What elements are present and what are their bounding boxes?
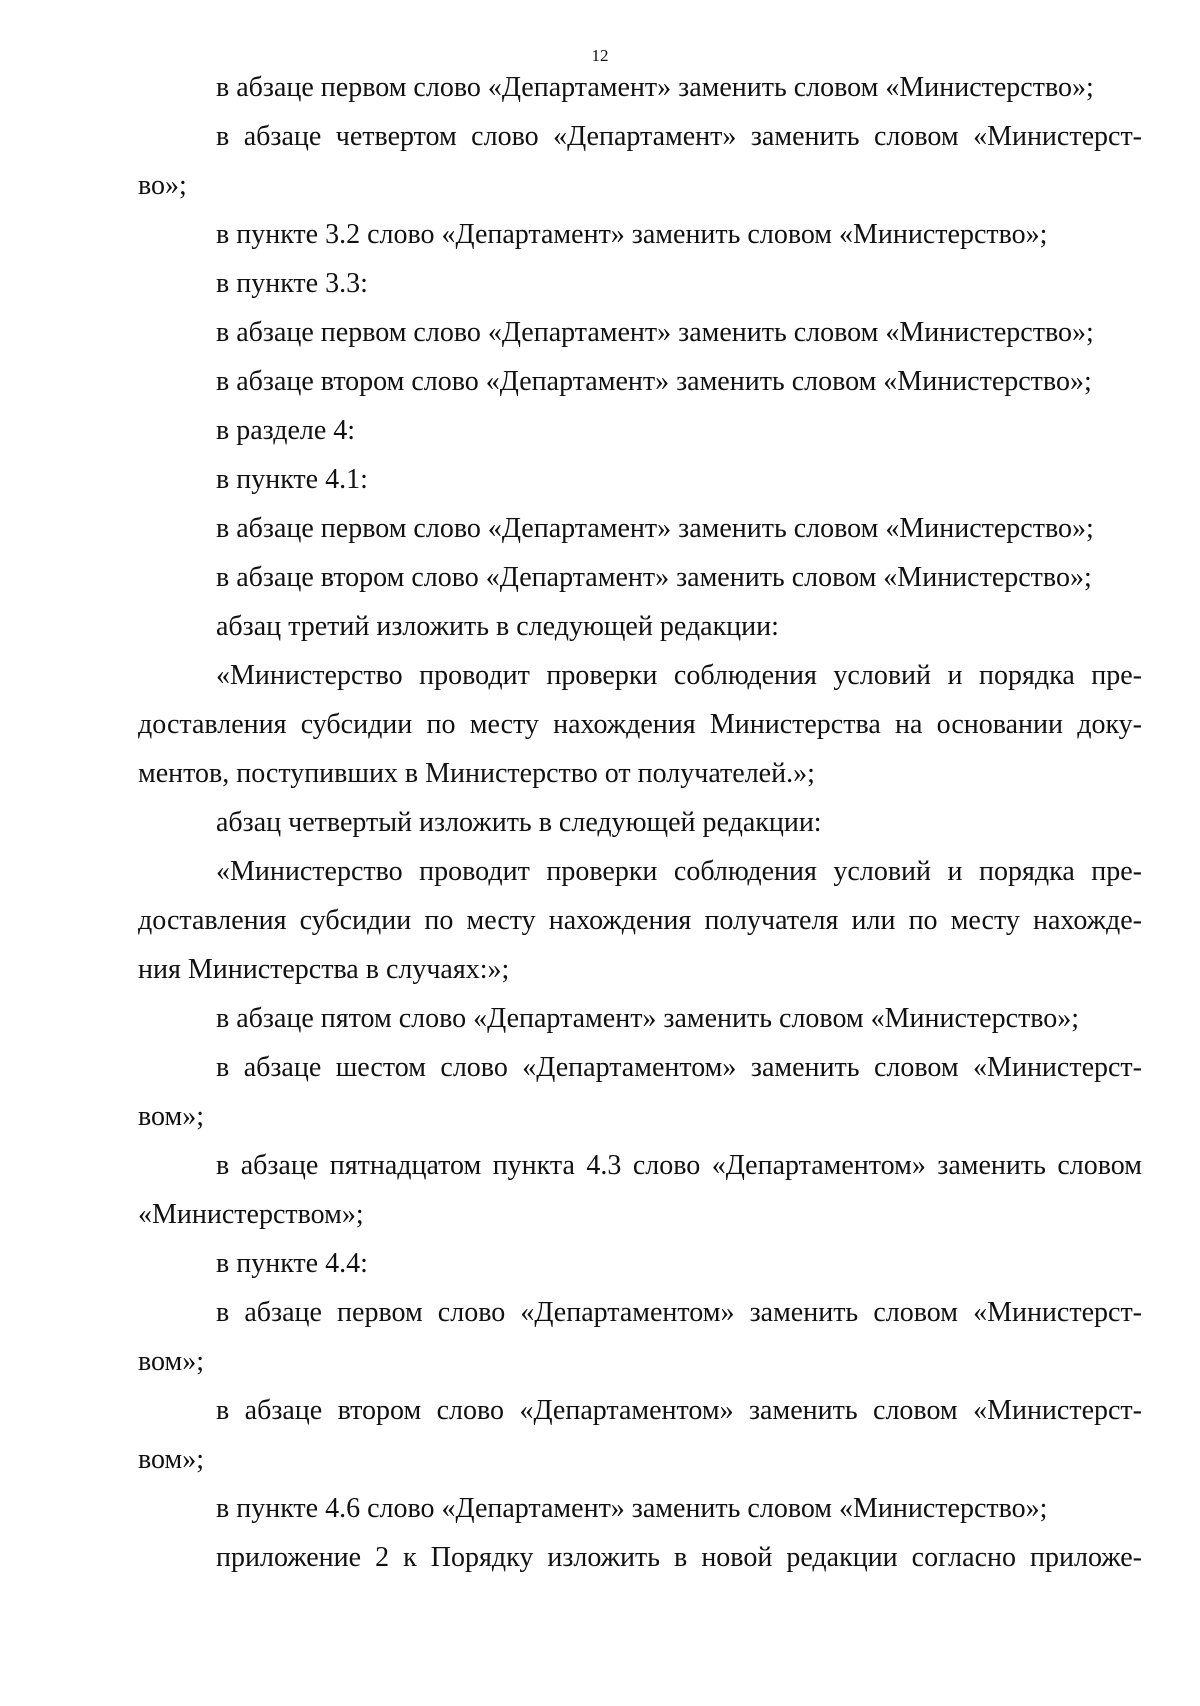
text-line: в абзаце втором слово «Департамент» заменить словом «Министерство»; bbox=[216, 562, 1092, 593]
text-line: вом»; bbox=[138, 1346, 204, 1377]
text-line: в абзаце пятнадцатом пункта 4.3 слово «Департаментом» заменить словом bbox=[216, 1150, 1142, 1181]
document-body bbox=[138, 63, 1142, 1582]
text-line: «Министерство проводит проверки соблюдения условий и порядка пре- bbox=[216, 660, 1142, 691]
text-line: в абзаце втором слово «Департамент» заменить словом «Министерство»; bbox=[216, 366, 1092, 397]
text-line: приложение 2 к Порядку изложить в новой редакции согласно приложе- bbox=[216, 1542, 1142, 1573]
text-line: в абзаце пятом слово «Департамент» заменить словом «Министерство»; bbox=[216, 1003, 1080, 1034]
text-line: доставления субсидии по месту нахождения Министерства на основании доку- bbox=[138, 709, 1142, 740]
text-line: «Министерством»; bbox=[138, 1199, 364, 1230]
text-line: абзац третий изложить в следующей редакции: bbox=[216, 611, 779, 642]
text-line: доставления субсидии по месту нахождения получателя или по месту нахожде- bbox=[138, 905, 1142, 936]
text-line: в пункте 4.6 слово «Департамент» заменить словом «Министерство»; bbox=[216, 1493, 1048, 1524]
text-line: в абзаце четвертом слово «Департамент» заменить словом «Министерст- bbox=[216, 121, 1142, 152]
text-line: вом»; bbox=[138, 1101, 204, 1132]
text-line: в абзаце втором слово «Департаментом» заменить словом «Министерст- bbox=[216, 1395, 1142, 1426]
text-line: в абзаце первом слово «Департамент» заменить словом «Министерство»; bbox=[216, 72, 1094, 103]
text-line: в абзаце первом слово «Департамент» заменить словом «Министерство»; bbox=[216, 513, 1094, 544]
text-line: в пункте 4.4: bbox=[216, 1248, 368, 1279]
text-line: ния Министерства в случаях:»; bbox=[138, 954, 510, 985]
text-line: ментов, поступивших в Министерство от получателей.»; bbox=[138, 758, 815, 789]
text-line: в абзаце первом слово «Департамент» заменить словом «Министерство»; bbox=[216, 317, 1094, 348]
text-line: в пункте 3.3: bbox=[216, 268, 368, 299]
page-number: 12 bbox=[591, 46, 609, 65]
text-line: вом»; bbox=[138, 1444, 204, 1475]
text-line: в разделе 4: bbox=[216, 415, 356, 446]
text-line: в пункте 4.1: bbox=[216, 464, 368, 495]
text-line: в абзаце шестом слово «Департаментом» заменить словом «Министерст- bbox=[216, 1052, 1142, 1083]
text-line: абзац четвертый изложить в следующей редакции: bbox=[216, 807, 822, 838]
text-line: в пункте 3.2 слово «Департамент» заменить словом «Министерство»; bbox=[216, 219, 1048, 250]
text-line: в абзаце первом слово «Департаментом» заменить словом «Министерст- bbox=[216, 1297, 1142, 1328]
text-line: во»; bbox=[138, 170, 187, 201]
text-line: «Министерство проводит проверки соблюдения условий и порядка пре- bbox=[216, 856, 1142, 887]
